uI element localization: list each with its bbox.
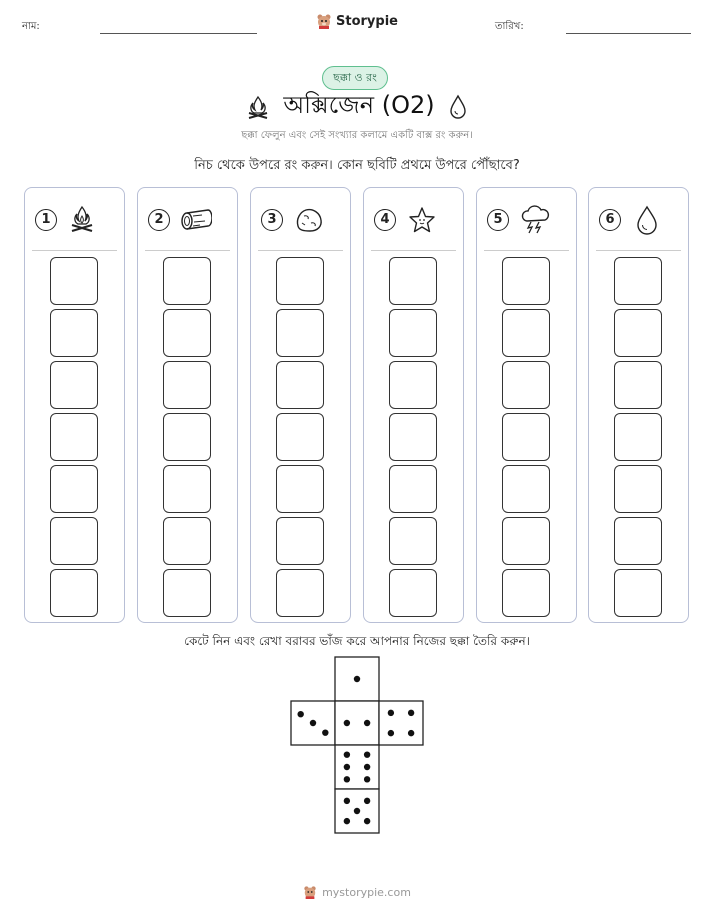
color-box[interactable] — [389, 465, 437, 513]
color-box[interactable] — [502, 569, 550, 617]
color-box[interactable] — [163, 517, 211, 565]
color-box[interactable] — [502, 413, 550, 461]
color-box[interactable] — [163, 465, 211, 513]
column-header — [261, 204, 325, 236]
color-box[interactable] — [163, 569, 211, 617]
date-line[interactable] — [566, 33, 691, 34]
color-box[interactable] — [614, 361, 662, 409]
color-box[interactable] — [502, 257, 550, 305]
dice-pip — [364, 751, 370, 757]
color-box[interactable] — [163, 413, 211, 461]
title-row — [0, 90, 714, 124]
name-line[interactable] — [100, 33, 257, 34]
color-box[interactable] — [389, 413, 437, 461]
column-divider — [145, 250, 230, 251]
brand-logo — [0, 13, 714, 33]
color-box[interactable] — [276, 517, 324, 565]
color-box[interactable] — [276, 569, 324, 617]
color-box[interactable] — [276, 361, 324, 409]
column-header — [599, 204, 663, 236]
dice-pip — [364, 798, 370, 804]
color-box[interactable] — [163, 361, 211, 409]
bear-icon — [316, 13, 332, 29]
dice-face-2 — [335, 701, 379, 745]
dice-pip — [322, 729, 328, 735]
column-number: 1 — [35, 209, 57, 231]
column-divider — [258, 250, 343, 251]
column-divider — [371, 250, 456, 251]
color-box[interactable] — [50, 257, 98, 305]
dice-pip — [344, 751, 350, 757]
dice-face-4 — [379, 701, 423, 745]
color-box[interactable] — [389, 361, 437, 409]
dice-pip — [344, 818, 350, 824]
color-box[interactable] — [614, 309, 662, 357]
color-box[interactable] — [614, 569, 662, 617]
dice-pip — [364, 818, 370, 824]
dice-pip — [364, 764, 370, 770]
dice-pip — [354, 676, 360, 682]
color-box[interactable] — [163, 257, 211, 305]
column-4 — [363, 187, 464, 623]
color-box[interactable] — [502, 517, 550, 565]
color-box[interactable] — [389, 309, 437, 357]
color-box[interactable] — [502, 361, 550, 409]
color-box[interactable] — [50, 569, 98, 617]
name-label: নাম: — [22, 21, 40, 32]
column-6 — [588, 187, 689, 623]
bear-icon — [303, 885, 317, 899]
column-divider — [596, 250, 681, 251]
footer — [0, 884, 714, 903]
color-box[interactable] — [163, 309, 211, 357]
color-box[interactable] — [276, 309, 324, 357]
dice-pip — [364, 776, 370, 782]
column-3 — [250, 187, 351, 623]
column-number: 4 — [374, 209, 396, 231]
color-box[interactable] — [614, 517, 662, 565]
color-box[interactable] — [502, 309, 550, 357]
water-drop-icon — [447, 94, 469, 120]
dice-pip — [408, 730, 414, 736]
dice-pip — [388, 730, 394, 736]
dice-pip — [344, 720, 350, 726]
dice-pip — [344, 764, 350, 770]
dice-face-5 — [335, 789, 379, 833]
color-box[interactable] — [614, 413, 662, 461]
color-box[interactable] — [389, 257, 437, 305]
subtitle: ছক্কা ফেলুন এবং সেই সংখ্যার কলামে একটি বাক্স রং করুন। — [241, 130, 473, 141]
column-1 — [24, 187, 125, 623]
water-drop-icon — [631, 204, 663, 236]
date-label: তারিখ: — [495, 21, 524, 32]
column-divider — [32, 250, 117, 251]
column-header — [487, 204, 551, 236]
column-number: 3 — [261, 209, 283, 231]
column-header — [374, 204, 438, 236]
color-box[interactable] — [502, 465, 550, 513]
dice-face-3 — [291, 701, 335, 745]
color-box[interactable] — [389, 569, 437, 617]
dice-pip — [310, 720, 316, 726]
cut-instruction: কেটে নিন এবং রেখা বরাবর ভাঁজ করে আপনার নিজের ছক্কা তৈরি করুন। — [184, 634, 530, 648]
color-box[interactable] — [276, 465, 324, 513]
dice-face-6 — [335, 745, 379, 789]
color-box[interactable] — [50, 361, 98, 409]
page-title: অক্সিজেন (O2) — [283, 91, 435, 119]
campfire-icon — [245, 94, 271, 120]
column-number: 2 — [148, 209, 170, 231]
category-badge: ছক্কা ও রং — [322, 66, 388, 90]
color-box[interactable] — [276, 257, 324, 305]
footer-url: mystorypie.com — [322, 885, 411, 899]
color-box[interactable] — [614, 465, 662, 513]
dice-pip — [344, 776, 350, 782]
log-icon — [180, 204, 212, 236]
dice-pip — [354, 808, 360, 814]
column-divider — [484, 250, 569, 251]
dice-pip — [344, 798, 350, 804]
column-number: 6 — [599, 209, 621, 231]
column-5 — [476, 187, 577, 623]
color-box[interactable] — [50, 517, 98, 565]
dice-pip — [297, 711, 303, 717]
star-icon — [406, 204, 438, 236]
dice-pip — [408, 710, 414, 716]
dice-pip — [364, 720, 370, 726]
dice-face-1 — [335, 657, 379, 701]
dice-net — [290, 656, 426, 836]
rock-icon — [293, 204, 325, 236]
column-2 — [137, 187, 238, 623]
instruction: নিচ থেকে উপরে রং করুন। কোন ছবিটি প্রথমে উপরে পৌঁছাবে? — [194, 158, 520, 173]
color-box[interactable] — [614, 257, 662, 305]
column-header — [35, 204, 99, 236]
color-box[interactable] — [276, 413, 324, 461]
brand-name: Storypie — [336, 13, 398, 29]
color-box[interactable] — [50, 309, 98, 357]
dice-pip — [388, 710, 394, 716]
color-box[interactable] — [50, 413, 98, 461]
column-header — [148, 204, 212, 236]
column-number: 5 — [487, 209, 509, 231]
color-box[interactable] — [50, 465, 98, 513]
storm-cloud-icon — [519, 204, 551, 236]
campfire-icon — [67, 204, 99, 236]
color-box[interactable] — [389, 517, 437, 565]
